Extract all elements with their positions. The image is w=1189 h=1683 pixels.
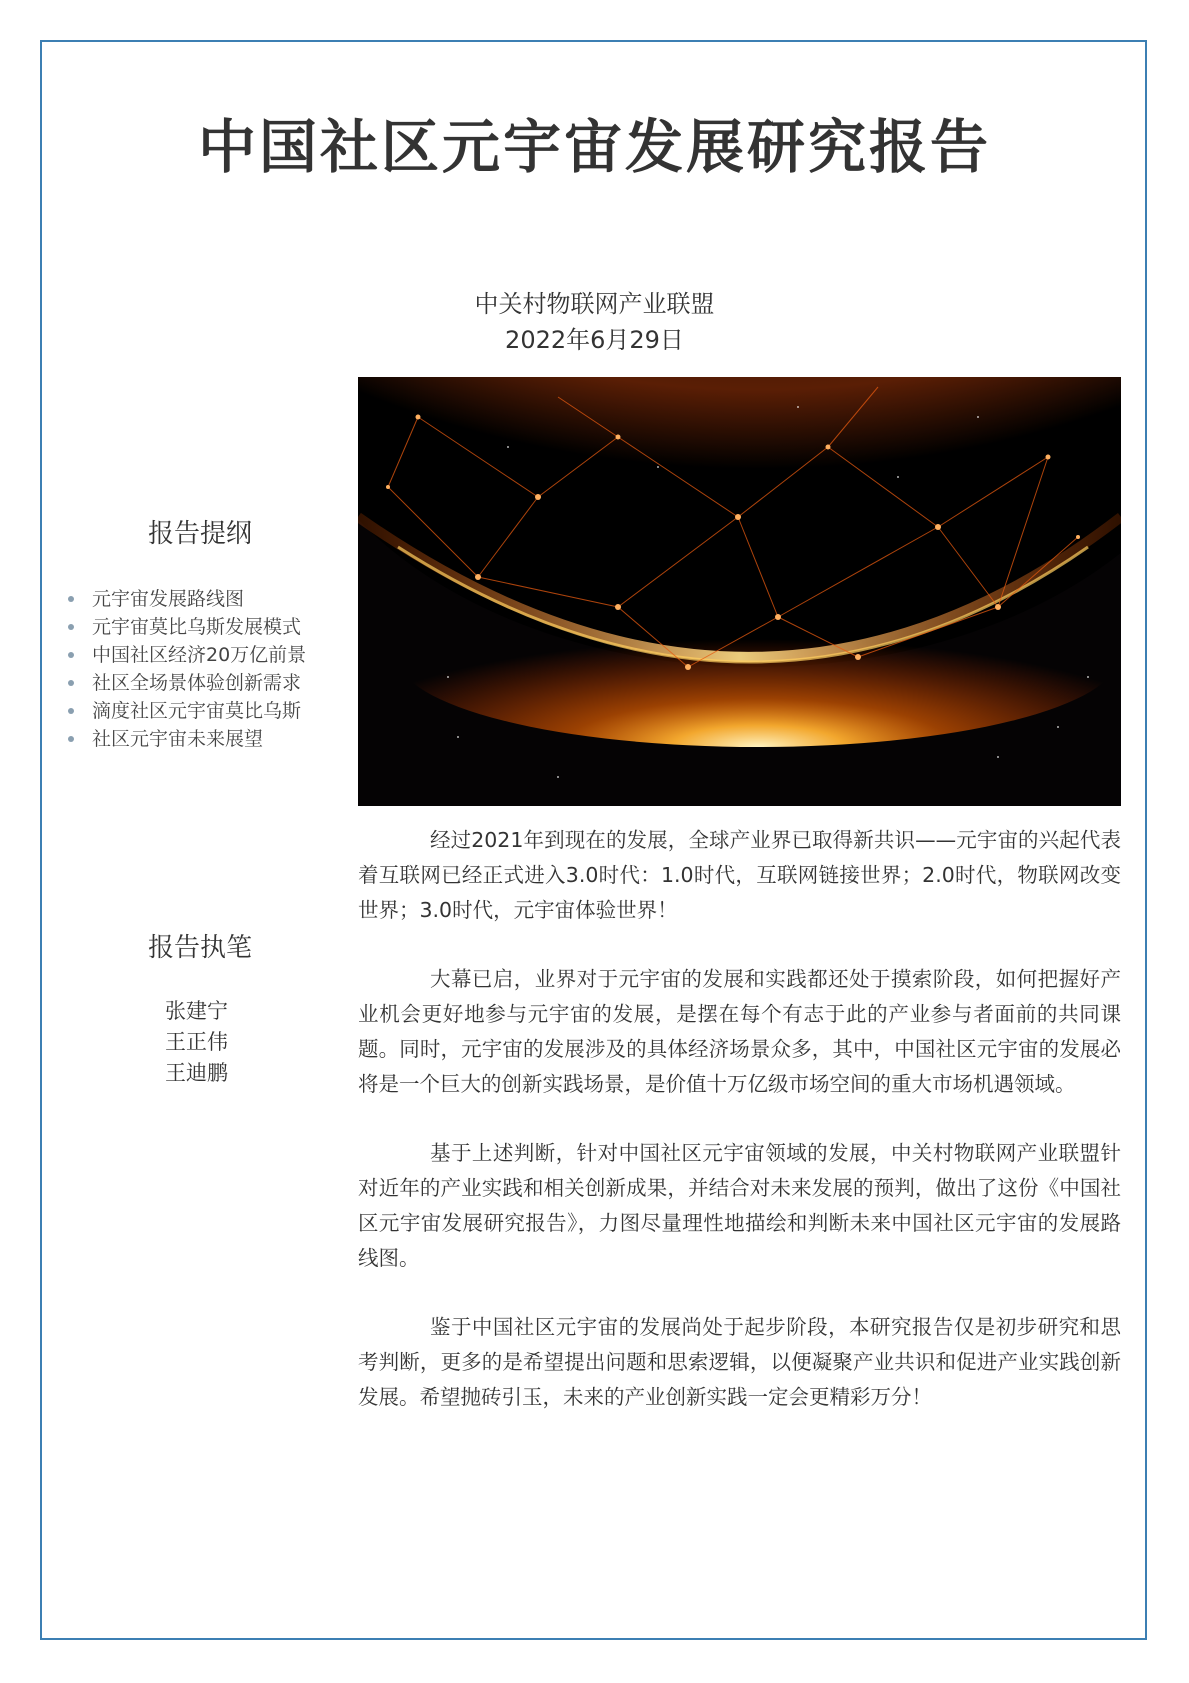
list-item: 社区全场景体验创新需求 [68,669,306,697]
organization-name: 中关村物联网产业联盟 [474,290,715,318]
report-body [358,823,1121,1449]
bullet-icon [68,708,74,714]
cover-image-planet-network [358,377,1121,806]
author-name: 张建宁 [165,999,228,1023]
list-item: 社区元宇宙未来展望 [68,725,306,753]
authors-heading: 报告执笔 [147,933,252,963]
publish-date: 2022年6月29日 [505,326,684,354]
planet-glow-illustration [358,377,1121,806]
list-item: 中国社区经济20万亿前景 [68,641,306,669]
bullet-icon [68,596,74,602]
body-paragraph: 经过2021年到现在的发展，全球产业界已取得新共识——元宇宙的兴起代表着互联网已经正式进入3.0时代：1.0时代，互联网链接世界；2.0时代，物联网改变世界；3.0时代，元宇宙体验世界！ [358,828,1121,922]
body-paragraph: 大幕已启，业界对于元宇宙的发展和实践都还处于摸索阶段，如何把握好产业机会更好地参与元宇宙的发展，是摆在每个有志于此的产业参与者面前的共同课题。同时，元宇宙的发展涉及的具体经济场景众多，其中，中国社区元宇宙的发展必将是一个巨大的创新实践场景，是价值十万亿级市场空间的重大市场机遇领域。 [358,967,1121,1096]
bullet-icon [68,736,74,742]
body-paragraph: 基于上述判断，针对中国社区元宇宙领域的发展，中关村物联网产业联盟针对近年的产业实践和相关创新成果，并结合对未来发展的预判，做出了这份《中国社区元宇宙发展研究报告》，力图尽量理性地描绘和判断未来中国社区元宇宙的发展路线图。 [358,1141,1121,1270]
list-item: 元宇宙莫比乌斯发展模式 [68,613,306,641]
bullet-icon [68,652,74,658]
outline-heading: 报告提纲 [147,519,252,549]
list-item: 元宇宙发展路线图 [68,585,306,613]
outline-list [68,585,306,753]
bullet-icon [68,680,74,686]
bullet-icon [68,624,74,630]
authors-list [165,996,228,1089]
body-paragraph: 鉴于中国社区元宇宙的发展尚处于起步阶段，本研究报告仅是初步研究和思考判断，更多的是希望提出问题和思索逻辑，以便凝聚产业共识和促进产业实践创新发展。希望抛砖引玉，未来的产业创新实践一定会更精彩万分！ [358,1315,1121,1409]
author-name: 王正伟 [165,1030,228,1054]
report-title: 中国社区元宇宙发展研究报告 [197,113,991,181]
list-item: 滴度社区元宇宙莫比乌斯 [68,697,306,725]
author-name: 王迪鹏 [165,1061,228,1085]
